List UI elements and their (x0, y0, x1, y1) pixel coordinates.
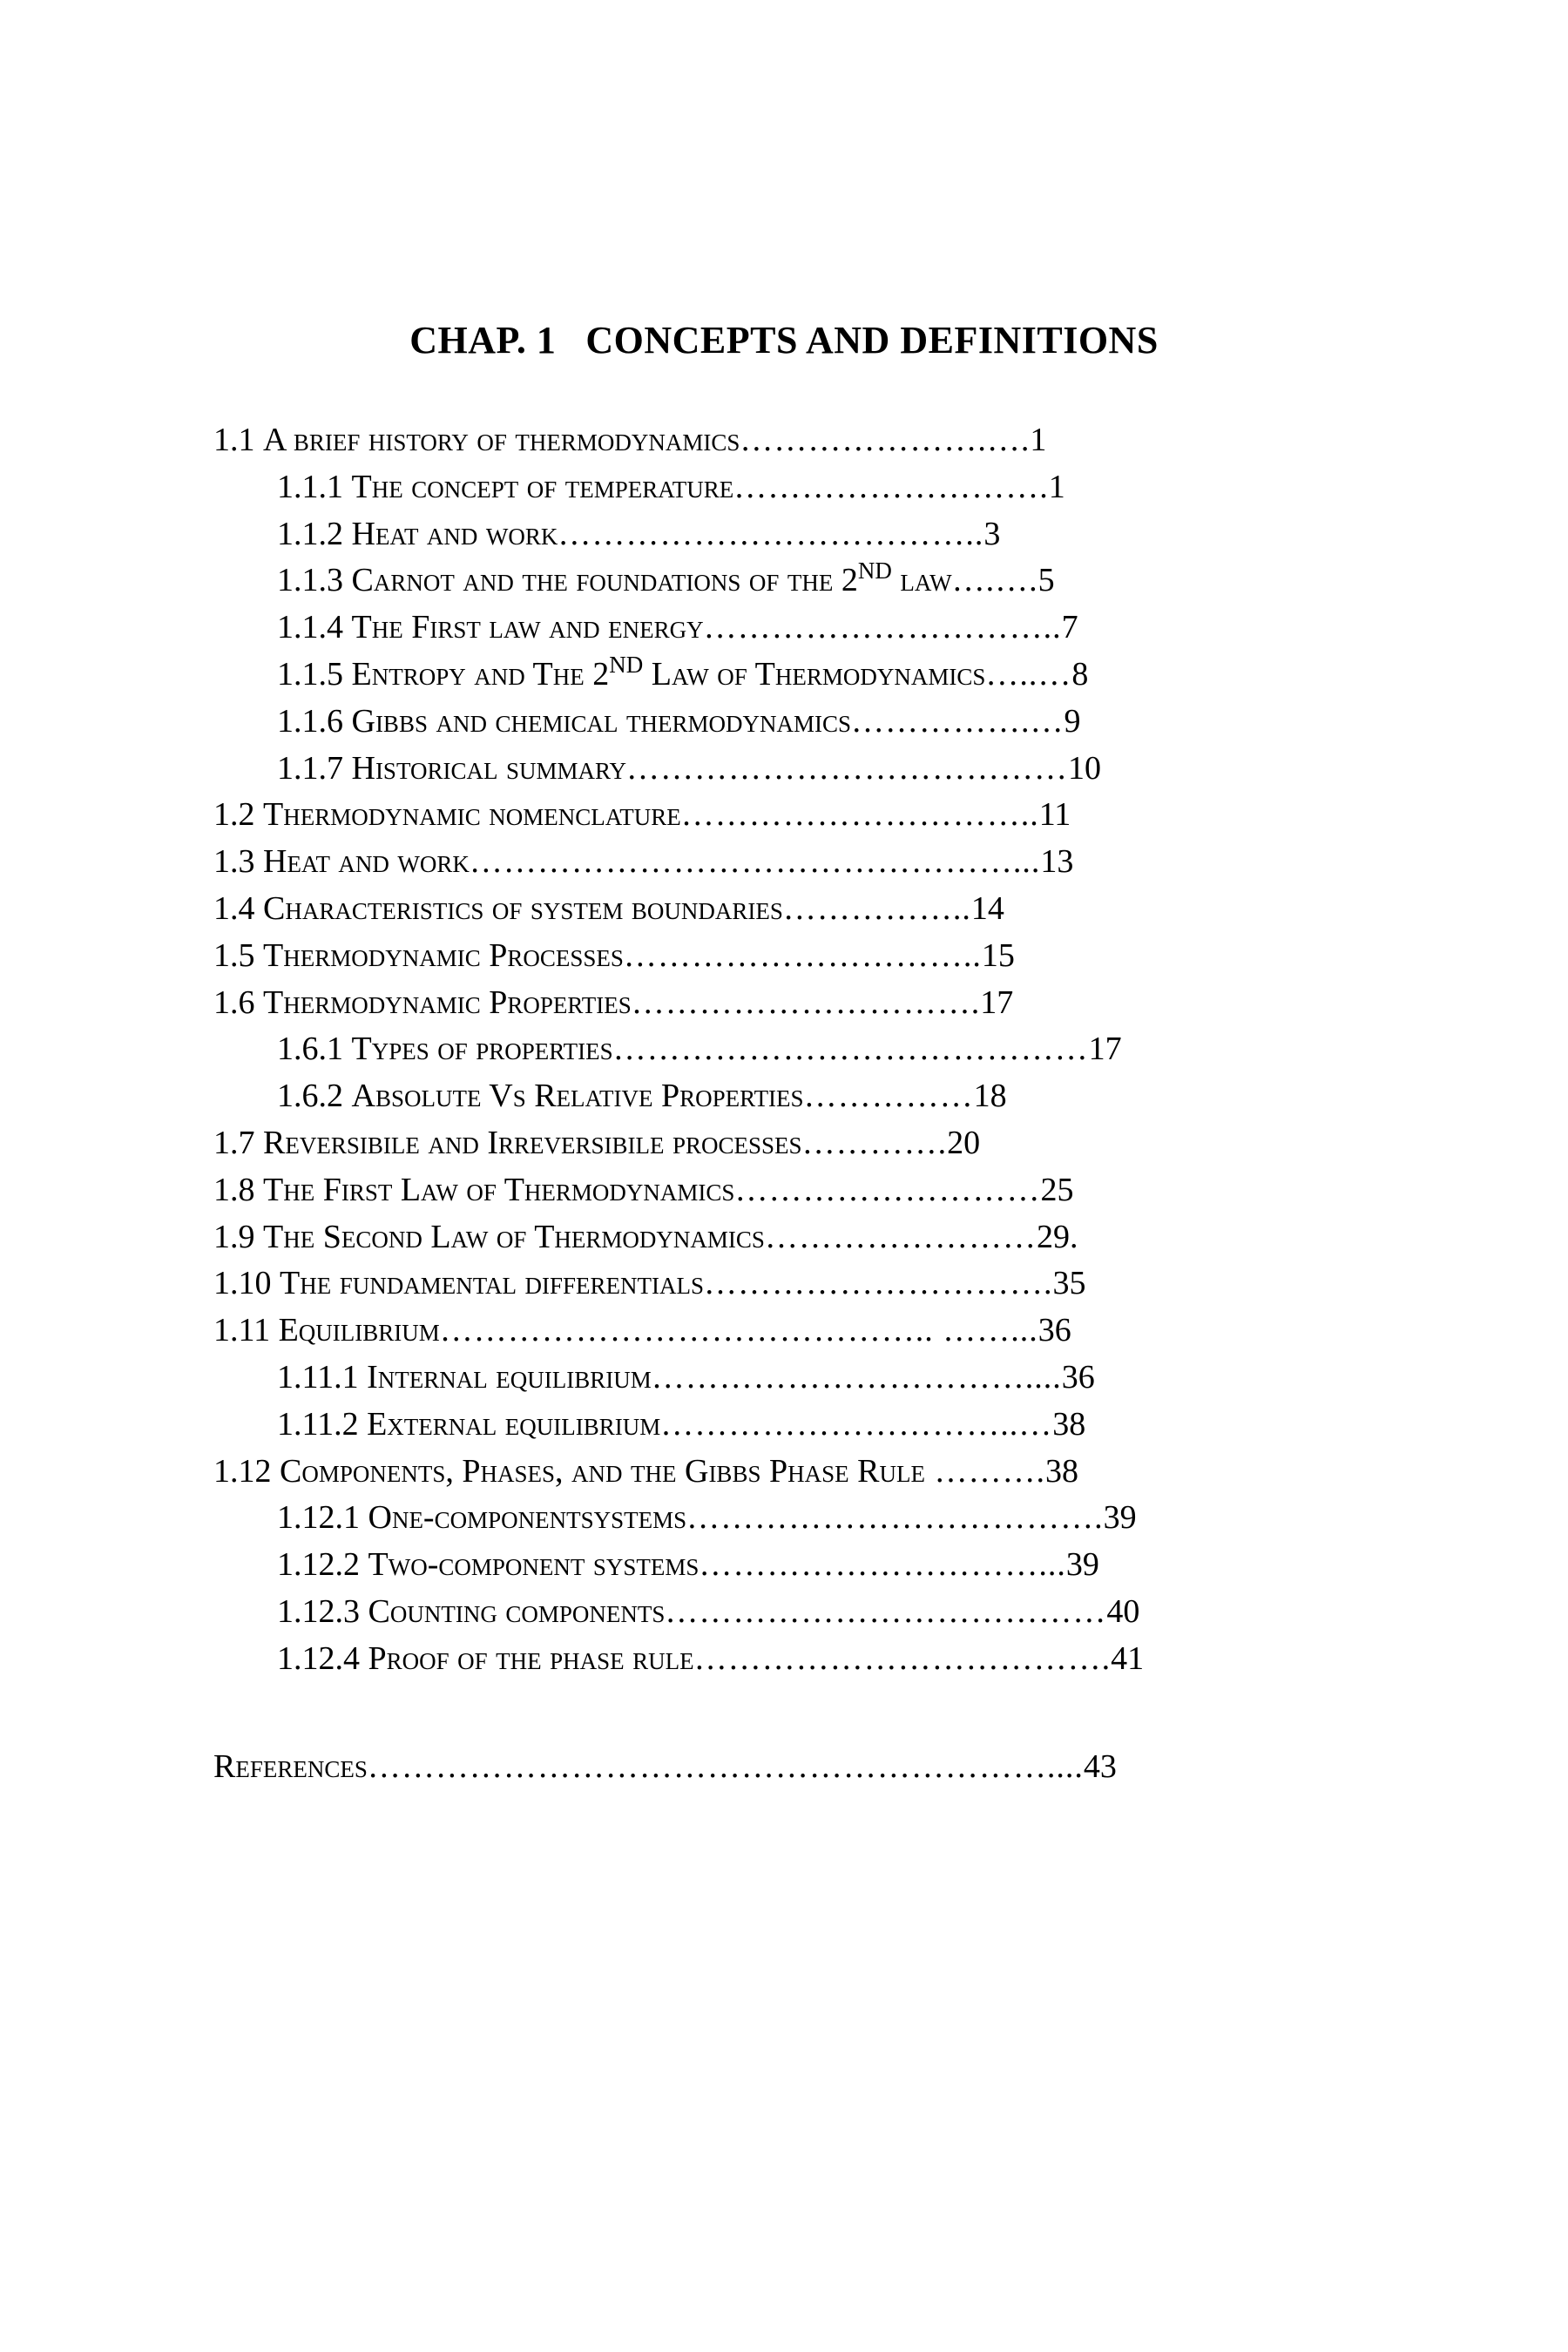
toc-entry-superscript: nd (857, 550, 892, 586)
toc-entry-page: 3 (983, 516, 1001, 552)
toc-entry[interactable] (277, 1635, 1144, 1682)
chapter-title: CONCEPTS AND DEFINITIONS (585, 319, 1159, 362)
toc-entry-leader: ………………………. (733, 469, 1049, 505)
toc-entry-title: Thermodynamic nomenclature (263, 796, 681, 833)
toc-entry-page: 36 (1037, 1312, 1071, 1348)
toc-entry-leader: ………. (924, 1453, 1045, 1490)
toc-entry-leader: …………….… (850, 703, 1064, 740)
toc-entry-number: 1.12 (213, 1453, 272, 1490)
toc-entry-title: One-componentsystems (368, 1499, 687, 1536)
toc-entry[interactable] (277, 1494, 1137, 1541)
toc-entry[interactable] (213, 791, 1071, 838)
toc-entry-number: 1.11.1 (277, 1359, 359, 1396)
toc-entry-title-continued: law (891, 562, 952, 598)
toc-entry-number: 1.3 (213, 843, 255, 880)
toc-entry-page: 35 (1052, 1265, 1086, 1301)
toc-entry-title: The First law and energy (351, 609, 704, 645)
toc-entry-title: A brief history of thermodynamics (263, 422, 740, 458)
toc-entry-leader: …………………………. (704, 1265, 1053, 1301)
toc-entry[interactable] (277, 1354, 1095, 1401)
toc-entry-title: Two-component systems (368, 1546, 700, 1583)
toc-entry-number: 1.6.2 (277, 1078, 343, 1114)
toc-entry-title: External equilibrium (367, 1406, 661, 1443)
toc-entry-leader: …………………………………………... (469, 843, 1041, 880)
toc-entry-leader: ………………………….. (703, 609, 1062, 645)
toc-entry-leader: …………………… (764, 1219, 1037, 1255)
toc-entry[interactable] (213, 932, 1015, 979)
toc-entry-leader: ….…. (951, 562, 1038, 598)
toc-entry-leader: …………………………….... (651, 1359, 1062, 1396)
toc-entry[interactable] (277, 1401, 1085, 1448)
toc-entry-title: Equilibrium (278, 1312, 440, 1348)
toc-entry[interactable] (277, 745, 1101, 792)
toc-entry-page: 14 (970, 890, 1004, 927)
toc-entry-leader: ………………………………. (686, 1499, 1104, 1536)
toc-entry-leader: ………………………….. (680, 796, 1039, 833)
toc-entry-page: 11 (1038, 796, 1071, 833)
toc-entry[interactable] (277, 1541, 1099, 1588)
toc-entry-page: 13 (1040, 843, 1074, 880)
toc-entry-page: 8 (1071, 656, 1089, 693)
toc-entry[interactable] (213, 1213, 1078, 1260)
toc-entry-title: Components, Phases, and the Gibbs Phase Rule (280, 1453, 925, 1490)
toc-entry-page: 5 (1037, 562, 1055, 598)
toc-entry-page: 25 (1040, 1172, 1074, 1208)
toc-entry-page: 36 (1061, 1359, 1095, 1396)
toc-entry-number: 1.9 (213, 1219, 255, 1255)
toc-entry-leader: …………………………………… (612, 1031, 1089, 1067)
toc-entry-title: Types of properties (351, 1031, 613, 1067)
toc-entry-leader: …..… (985, 656, 1072, 693)
toc-entry-page: 7 (1061, 609, 1078, 645)
toc-entry-number: 1.1.5 (277, 656, 343, 693)
toc-entry[interactable] (213, 1743, 1117, 1790)
toc-entry-title: Internal equilibrium (367, 1359, 652, 1396)
toc-entry-leader: …………………………..… (660, 1406, 1053, 1443)
toc-entry-leader: …………………………………………………….... (367, 1748, 1084, 1785)
toc-entry[interactable] (213, 838, 1073, 885)
toc-entry-title: References (213, 1748, 368, 1785)
toc-entry[interactable] (213, 1119, 980, 1166)
toc-entry[interactable] (213, 885, 1004, 932)
toc-entry-leader: …………….. (782, 890, 971, 927)
toc-entry-page: 40 (1106, 1593, 1140, 1630)
toc-entry-title: The Second Law of Thermodynamics (263, 1219, 765, 1255)
toc-entry-leader: …………… (803, 1078, 974, 1114)
toc-entry-title: Absolute Vs Relative Properties (351, 1078, 804, 1114)
toc-entry-title: Entropy and The 2 (351, 656, 610, 693)
toc-entry-page: 15 (981, 937, 1015, 974)
toc-entry[interactable] (213, 979, 1013, 1026)
toc-entry[interactable] (277, 550, 1055, 604)
toc-entry-page: 1 (1030, 422, 1047, 458)
toc-entry-number: 1.1.2 (277, 516, 343, 552)
toc-entry-leader: ………………………………… (665, 1593, 1107, 1630)
toc-entry-title: The fundamental differentials (280, 1265, 705, 1301)
toc-entry-leader: …………………………………….. ……... (439, 1312, 1038, 1348)
toc-entry-number: 1.1.7 (277, 750, 343, 787)
toc-entry-title: Heat and work (263, 843, 470, 880)
toc-entry-page: 18 (973, 1078, 1007, 1114)
toc-entry-page: 20 (947, 1125, 981, 1161)
toc-entry-number: 1.6.1 (277, 1031, 343, 1067)
toc-entry-number: 1.6 (213, 984, 255, 1021)
toc-entry-number: 1.8 (213, 1172, 255, 1208)
toc-entry-leader: ………………………………. (693, 1640, 1112, 1677)
toc-entry-title-continued: Law of Thermodynamics (643, 656, 986, 693)
toc-entry-page: 1 (1048, 469, 1065, 505)
toc-entry-page: 38 (1044, 1453, 1078, 1490)
toc-entry-leader: ……………………… (734, 1172, 1041, 1208)
toc-entry-page: 10 (1068, 750, 1101, 787)
toc-entry-title: Historical summary (351, 750, 626, 787)
toc-entry-leader: …………………………. (631, 984, 981, 1021)
toc-entry-page: 39 (1103, 1499, 1137, 1536)
toc-entry-leader: ………………………….. (623, 937, 982, 974)
toc-entry[interactable] (277, 1072, 1007, 1119)
toc-entry-page: 17 (1088, 1031, 1122, 1067)
toc-entry-page: 39 (1065, 1546, 1099, 1583)
toc-entry-number: 1.12.4 (277, 1640, 360, 1677)
toc-entry-leader: ……………………………….. (558, 516, 984, 552)
toc-entry-leader: ………………………………… (626, 750, 1068, 787)
toc-entry[interactable] (213, 1448, 1078, 1495)
toc-entry-number: 1.1.3 (277, 562, 343, 598)
toc-entry-number: 1.1.1 (277, 469, 343, 505)
toc-entry-title: Counting components (368, 1593, 666, 1630)
toc-entry-title: The concept of temperature (351, 469, 734, 505)
toc-entry-page: 17 (980, 984, 1014, 1021)
toc-entry-number: 1.12.3 (277, 1593, 360, 1630)
chapter-number: CHAP. 1 (409, 319, 557, 362)
toc-entry[interactable] (213, 1166, 1073, 1213)
toc-entry[interactable] (213, 1260, 1086, 1307)
toc-entry-number: 1.10 (213, 1265, 272, 1301)
toc-entry-title: Gibbs and chemical thermodynamics (351, 703, 851, 740)
toc-entry-title: The First Law of Thermodynamics (263, 1172, 735, 1208)
toc-entry-number: 1.7 (213, 1125, 255, 1161)
chapter-heading (0, 318, 1568, 362)
toc-entry[interactable] (277, 644, 1089, 698)
toc-entry-title: Carnot and the foundations of the 2 (351, 562, 858, 598)
toc-entry[interactable] (277, 604, 1078, 651)
toc-entry-number: 1.1 (213, 422, 255, 458)
toc-entry-number: 1.1.4 (277, 609, 343, 645)
toc-entry-number: 1.5 (213, 937, 255, 974)
toc-entry-number: 1.2 (213, 796, 255, 833)
toc-entry-title: Characteristics of system boundaries (263, 890, 783, 927)
toc-entry-number: 1.12.1 (277, 1499, 360, 1536)
toc-entry-title: Proof of the phase rule (368, 1640, 694, 1677)
toc-entry-page: 41 (1111, 1640, 1145, 1677)
toc-entry[interactable] (277, 1588, 1139, 1635)
toc-entry-page: 29. (1036, 1219, 1078, 1255)
toc-entry[interactable] (277, 698, 1080, 745)
toc-entry[interactable] (277, 463, 1065, 510)
toc-entry[interactable] (213, 1307, 1071, 1354)
toc-entry-page: 38 (1052, 1406, 1086, 1443)
toc-entry-leader: …………. (801, 1125, 948, 1161)
toc-entry-title: Reversibile and Irreversibile processes (263, 1125, 802, 1161)
toc-entry-title: Thermodynamic Properties (263, 984, 632, 1021)
toc-entry-number: 1.1.6 (277, 703, 343, 740)
toc-entry-number: 1.4 (213, 890, 255, 927)
toc-entry-title: Heat and work (351, 516, 558, 552)
toc-entry-leader: …………………………... (699, 1546, 1066, 1583)
toc-entry-superscript: nd (609, 644, 644, 680)
toc-entry-page: 9 (1064, 703, 1081, 740)
toc-entry[interactable] (213, 416, 1046, 463)
toc-entry-title: Thermodynamic Processes (263, 937, 624, 974)
toc-entry-number: 1.11 (213, 1312, 271, 1348)
toc-entry-number: 1.11.2 (277, 1406, 359, 1443)
toc-entry-page: 43 (1083, 1748, 1117, 1785)
toc-entry-number: 1.12.2 (277, 1546, 360, 1583)
toc-entry-leader: ………………….…. (740, 422, 1031, 458)
toc-entry[interactable] (277, 1025, 1122, 1072)
